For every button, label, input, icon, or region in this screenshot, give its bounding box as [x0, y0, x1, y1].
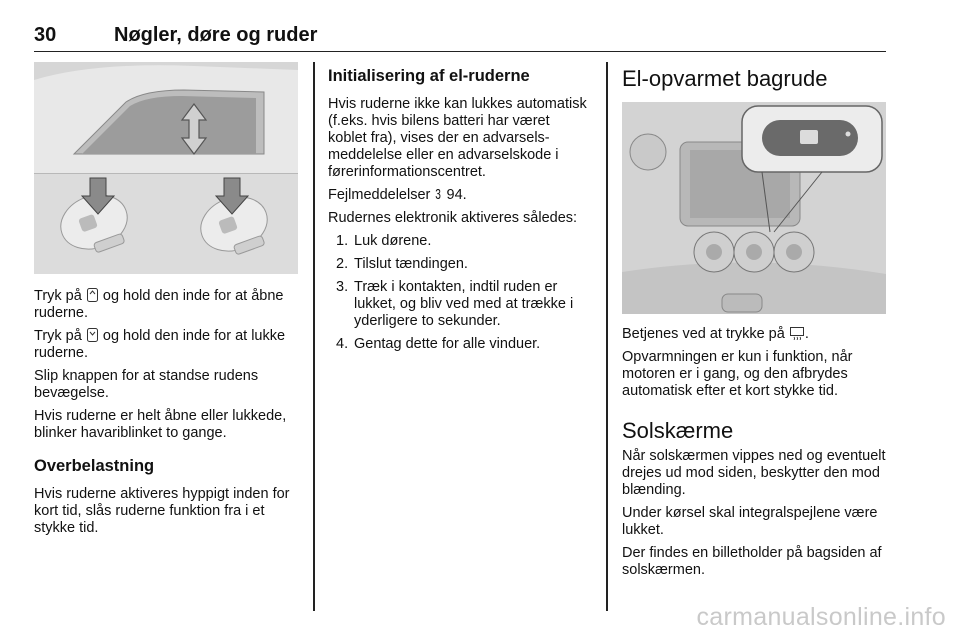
page-header: [34, 24, 886, 52]
column-left: [34, 62, 298, 537]
window-close-icon: [87, 328, 98, 342]
paragraph-close-windows: Tryk på og hold den inde for at lukke ruderne.: [34, 328, 286, 361]
window-keys-illustration: [34, 62, 298, 274]
paragraph-open-windows: Tryk på og hold den inde for at åbne ruderne.: [34, 288, 284, 321]
list-item: 1. Luk dørene.: [336, 233, 432, 249]
list-item: 2. Tilslut tændingen.: [336, 256, 468, 272]
heading-overload: Overbelastning: [34, 457, 155, 475]
steps-list: [328, 233, 592, 353]
paragraph-error-messages: Fejlmeddelelser 3 94.: [328, 187, 467, 203]
paragraph-initialisation: Hvis ruderne ikke kan lukkes automatisk (f.eks. hvis bilens batteri har været koblet fra), vises der en advarselsmeddelelse eller en advarselskode i førerinformationscentret.: [328, 96, 587, 180]
column-right: [622, 62, 886, 579]
column-middle: [328, 62, 592, 353]
heading-rear-window-heating: El-opvarmet bagrude: [622, 66, 828, 91]
paragraph-visor-glare: Når solskærmen vippes ned og eventuelt drejes ud mod siden, beskytter den mod blænding.: [622, 448, 886, 498]
paragraph-overload: Hvis ruderne aktiveres hyppigt inden for kort tid, slås ruderne funktion fra i et stykke tid.: [34, 486, 290, 536]
list-item: 3. Træk i kontakten, indtil ruden er lukket, og bliv ved med at trække i yderligere to sekunder.: [336, 279, 574, 329]
rear-window-button-illustration: [622, 102, 886, 314]
paragraph-visor-mirrors: Under kørsel skal integralspejlene være lukket.: [622, 505, 878, 538]
column-divider: [606, 62, 608, 611]
paragraph-hazard-blink: Hvis ruderne er helt åbne eller lukkede, blinker havariblinket to gange.: [34, 408, 287, 441]
heading-sun-visors: Solskærme: [622, 418, 734, 443]
rear-window-heating-icon: [790, 327, 804, 340]
paragraph-activate: Rudernes elektronik aktiveres således:: [328, 210, 578, 226]
page-number: 30: [34, 24, 57, 46]
paragraph-operate: Betjenes ved at trykke på .: [622, 326, 809, 342]
column-divider: [313, 62, 315, 611]
paragraph-heating-info: Opvarmningen er kun i funktion, når motoren er i gang, og den afbrydes automatisk efter et kort stykke tid.: [622, 349, 853, 399]
paragraph-release: Slip knappen for at standse rudens bevægelse.: [34, 368, 259, 401]
cross-reference-arrow-icon: 3: [435, 187, 442, 203]
chapter-title: Nøgler, døre og ruder: [114, 24, 318, 46]
paragraph-visor-ticket-holder: Der findes en billetholder på bagsiden af solskærmen.: [622, 545, 882, 578]
heading-initialisation: Initialisering af el-ruderne: [328, 67, 530, 85]
window-open-icon: [87, 288, 98, 302]
watermark: carmanualsonline.info: [696, 603, 946, 631]
list-item: 4. Gentag dette for alle vinduer.: [336, 336, 541, 352]
